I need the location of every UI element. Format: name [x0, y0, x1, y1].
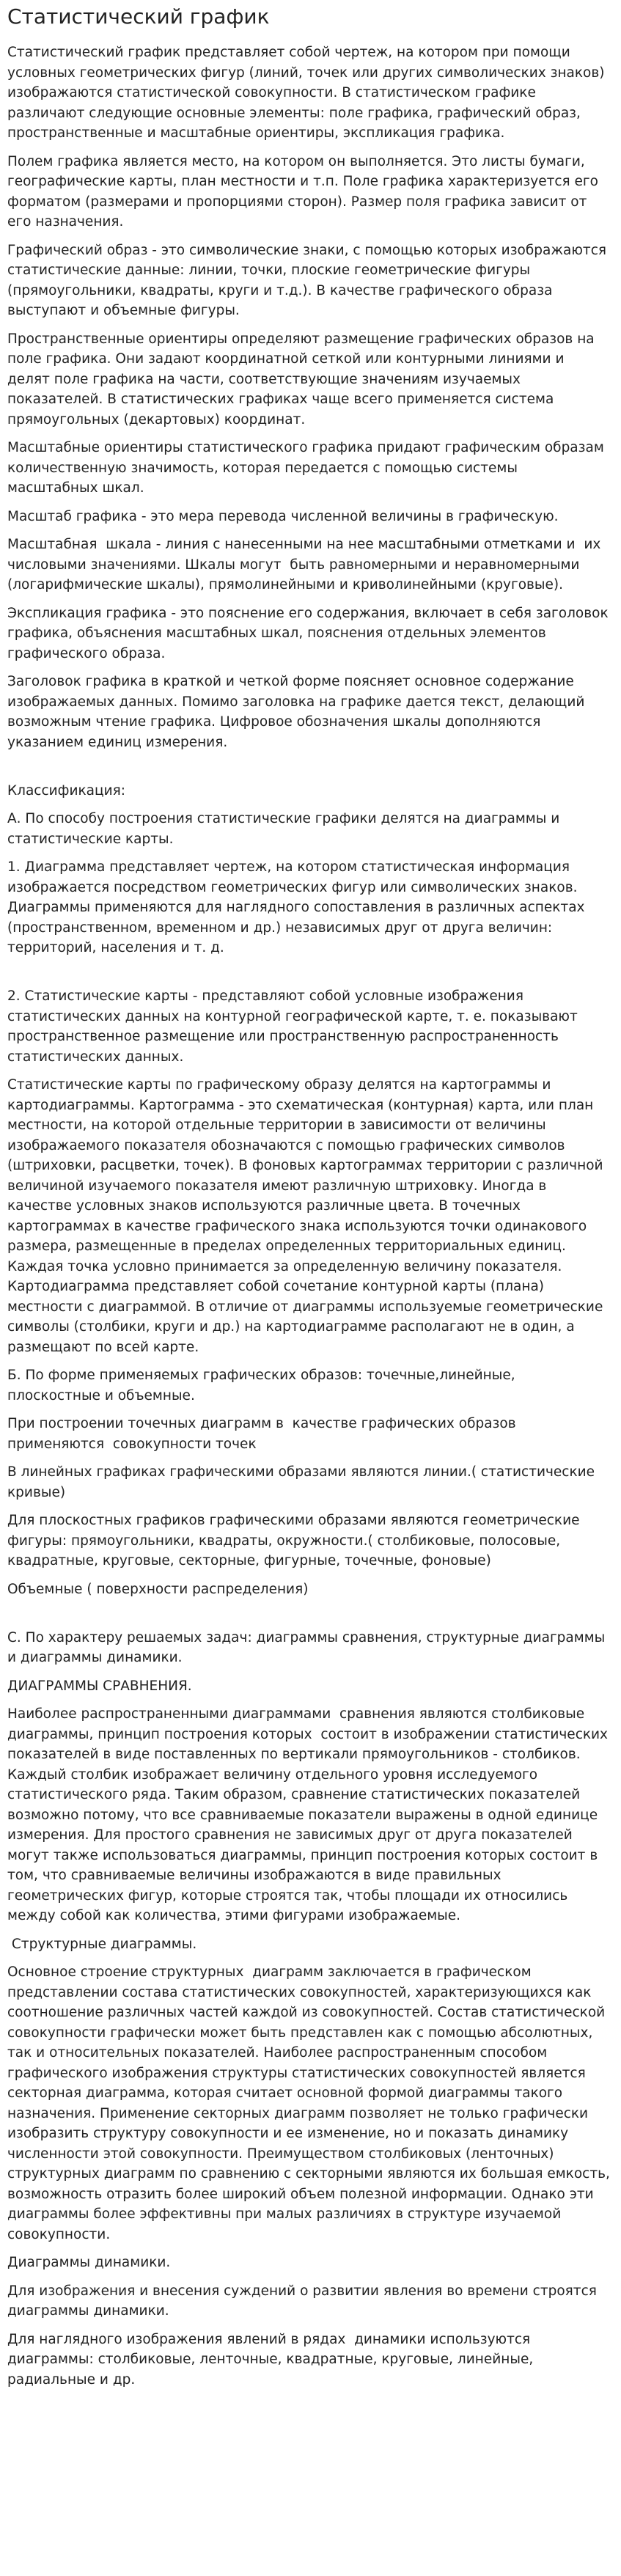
paragraph: С. По характеру решаемых задач: диаграммы сравнения, структурные диаграммы и диаграммы динамики. [7, 1629, 606, 1665]
paragraph: Масштабные ориентиры статистического графика придают графическим образам количественную значимость, которая передается с помощью системы масштабных шкал. [7, 440, 609, 496]
paragraph: Заголовок графика в краткой и четкой форме поясняет основное содержание изображаемых данных. Помимо заголовка на графике дается текст, делающий возможным чтение графика. Цифровое обозначения шкалы дополняются указанием единиц измерения. [7, 674, 589, 750]
paragraph: 2. Статистические карты - представляют собой условные изображения статистических данных на контурной географической карте, т. е. показывают пространственное размещение или пространственную распространенность статистических данных. [7, 988, 578, 1065]
paragraph: Полем графика является место, на котором он выполняется. Это листы бумаги, географические карты, план местности и т.п. Поле графика характеризуется его форматом (размерами и пропорциями сторон). Размер поля графика зависит от его назначения. [7, 153, 603, 230]
section-heading: Структурные диаграммы. [7, 1936, 197, 1952]
page-title: Статистический график [7, 4, 270, 29]
paragraph: А. По способу построения статистические графики делятся на диаграммы и статистические карты. [7, 811, 565, 847]
paragraph: Для наглядного изображения явлений в рядах динамики используются диаграммы: столбиковые, ленточные, квадратные, круговые, линейные, радиальные и др. [7, 2331, 538, 2388]
paragraph: 1. Диаграмма представляет чертеж, на котором статистическая информация изображается посредством геометрических фигур или символических знаков. Диаграммы применяются для наглядного сопоставления в различных аспектах (пространственном, временном и др.) независимых друг от друга величин: территорий, населения и т. д. [7, 859, 589, 955]
paragraph: Статистические карты по графическому образу делятся на картограммы и картодиаграммы. Картограмма - это схематическая (контурная) карта, или план местности, на которой отдельные территории в зависимости от величины изображаемого показателя обозначаются с помощью графических символов (штриховки, расцветки, точек). В фоновых картограммах территории с различной величиной изучаемого показателя имеют различную штриховку. Иногда в качестве условных знаков используются различные цвета. В точечных картограммах в качестве графического знака используются точки одинакового размера, размещенные в пределах определенных территориальных единиц. Каждая точка условно принимается за определенную величину показателя. Картодиаграмма представляет собой сочетание контурной карты (плана) местности с диаграммой. В отличие от диаграммы используемые геометрические символы (столбики, круги и др.) на картодиаграмме располагают не в один, а размещают по всей карте. [7, 1077, 608, 1355]
paragraph: При построении точечных диаграмм в качестве графических образов применяются совокупности точек [7, 1416, 521, 1452]
paragraph: В линейных графиках графическими образами являются линии.( статистические кривые) [7, 1464, 599, 1500]
paragraph: Масштаб графика - это мера перевода численной величины в графическую. [7, 508, 559, 524]
paragraph: Наиболее распространенными диаграммами сравнения являются столбиковые диаграммы, принцип построения которых состоит в изображении статистических показателей в виде поставленных по вертикали прямоугольников - столбиков. Каждый столбик изображает величину отдельного уровня исследуемого статистического ряда. Таким образом, сравнение статистических показателей возможно потому, что все сравниваемые показатели выражены в одной единице измерения. Для простого сравнения не зависимых друг от друга показателей могут также использоваться диаграммы, принцип построения которых состоит в том, что сравниваемые величины изображаются в виде правильных геометрических фигур, которые строятся так, чтобы площади их относились между собой как количества, этими фигурами изображаемые. [7, 1706, 612, 1923]
paragraph: Для плоскостных графиков графическими образами являются геометрические фигуры: прямоугольники, квадраты, окружности.( столбиковые, полосовые, квадратные, круговые, секторные, фигурные, точечные, фоновые) [7, 1513, 584, 1568]
paragraph: Пространственные ориентиры определяют размещение графических образов на поле графика. Они задают координатной сеткой или контурными линиями и делят поле графика на части, соответствующие значениям изучаемых показателей. В статистических графиках чаще всего применяется система прямоугольных (декартовых) координат. [7, 331, 599, 428]
paragraph: Б. По форме применяемых графических образов: точечные,линейные, плоскостные и объемные. [7, 1368, 520, 1403]
paragraph: Объемные ( поверхности распределения) [7, 1581, 309, 1597]
paragraph: Масштабная шкала - линия с нанесенными на нее масштабными отметками и их числовыми значениями. Шкалы могут быть равномерными и неравномерными (логарифмические шкалы), прямолинейными и криволинейными (круговые). [7, 537, 606, 592]
paragraph: Для изображения и внесения суждений о развитии явления во времени строятся диаграммы динамики. [7, 2283, 601, 2319]
section-heading: Диаграммы динамики. [7, 2255, 171, 2270]
paragraph: Экспликация графика - это пояснение его содержания, включает в себя заголовок графика, объяснения масштабных шкал, пояснения отдельных элементов графического образа. [7, 605, 613, 661]
paragraph: Статистический график представляет собой чертеж, на котором при помощи условных геометрических фигур (линий, точек или других символических знаков) изображаются статистической совокупности. В статистическом графике различают следующие основные элементы: поле графика, графический образ, пространственные и масштабные ориентиры, экспликация графика. [7, 45, 609, 141]
section-heading: Классификация: [7, 782, 125, 799]
paragraph: Графический образ - это символические знаки, с помощью которых изображаются статистические данные: линии, точки, плоские геометрические фигуры (прямоугольники, квадраты, круги и т.д.). В качестве графического образа выступают и объемные фигуры. [7, 242, 611, 318]
article-body [7, 43, 614, 2390]
article [0, 4, 621, 2390]
section-heading: ДИАГРАММЫ СРАВНЕНИЯ. [7, 1678, 192, 1694]
paragraph: Основное строение структурных диаграмм заключается в графическом представлении состава статистических совокупностей, характеризующихся как соотношение различных частей каждой из совокупностей. Состав статистической совокупности графически может быть представлен как с помощью абсолютных, так и относительных показателей. Наиболее распространенным способом графического изображения структуры статистических совокупностей является секторная диаграмма, которая считает основной формой диаграммы такого назначения. Применение секторных диаграмм позволяет не только графически изобразить структуру совокупности и ее изменение, но и показать динамику численности этой совокупности. Преимуществом столбиковых (ленточных) структурных диаграмм по сравнению с секторными являются их большая емкость, возможность отразить более широкий объем полезной информации. Однако эти диаграммы более эффективны при малых различиях в структуре изучаемой совокупности. [7, 1964, 614, 2242]
